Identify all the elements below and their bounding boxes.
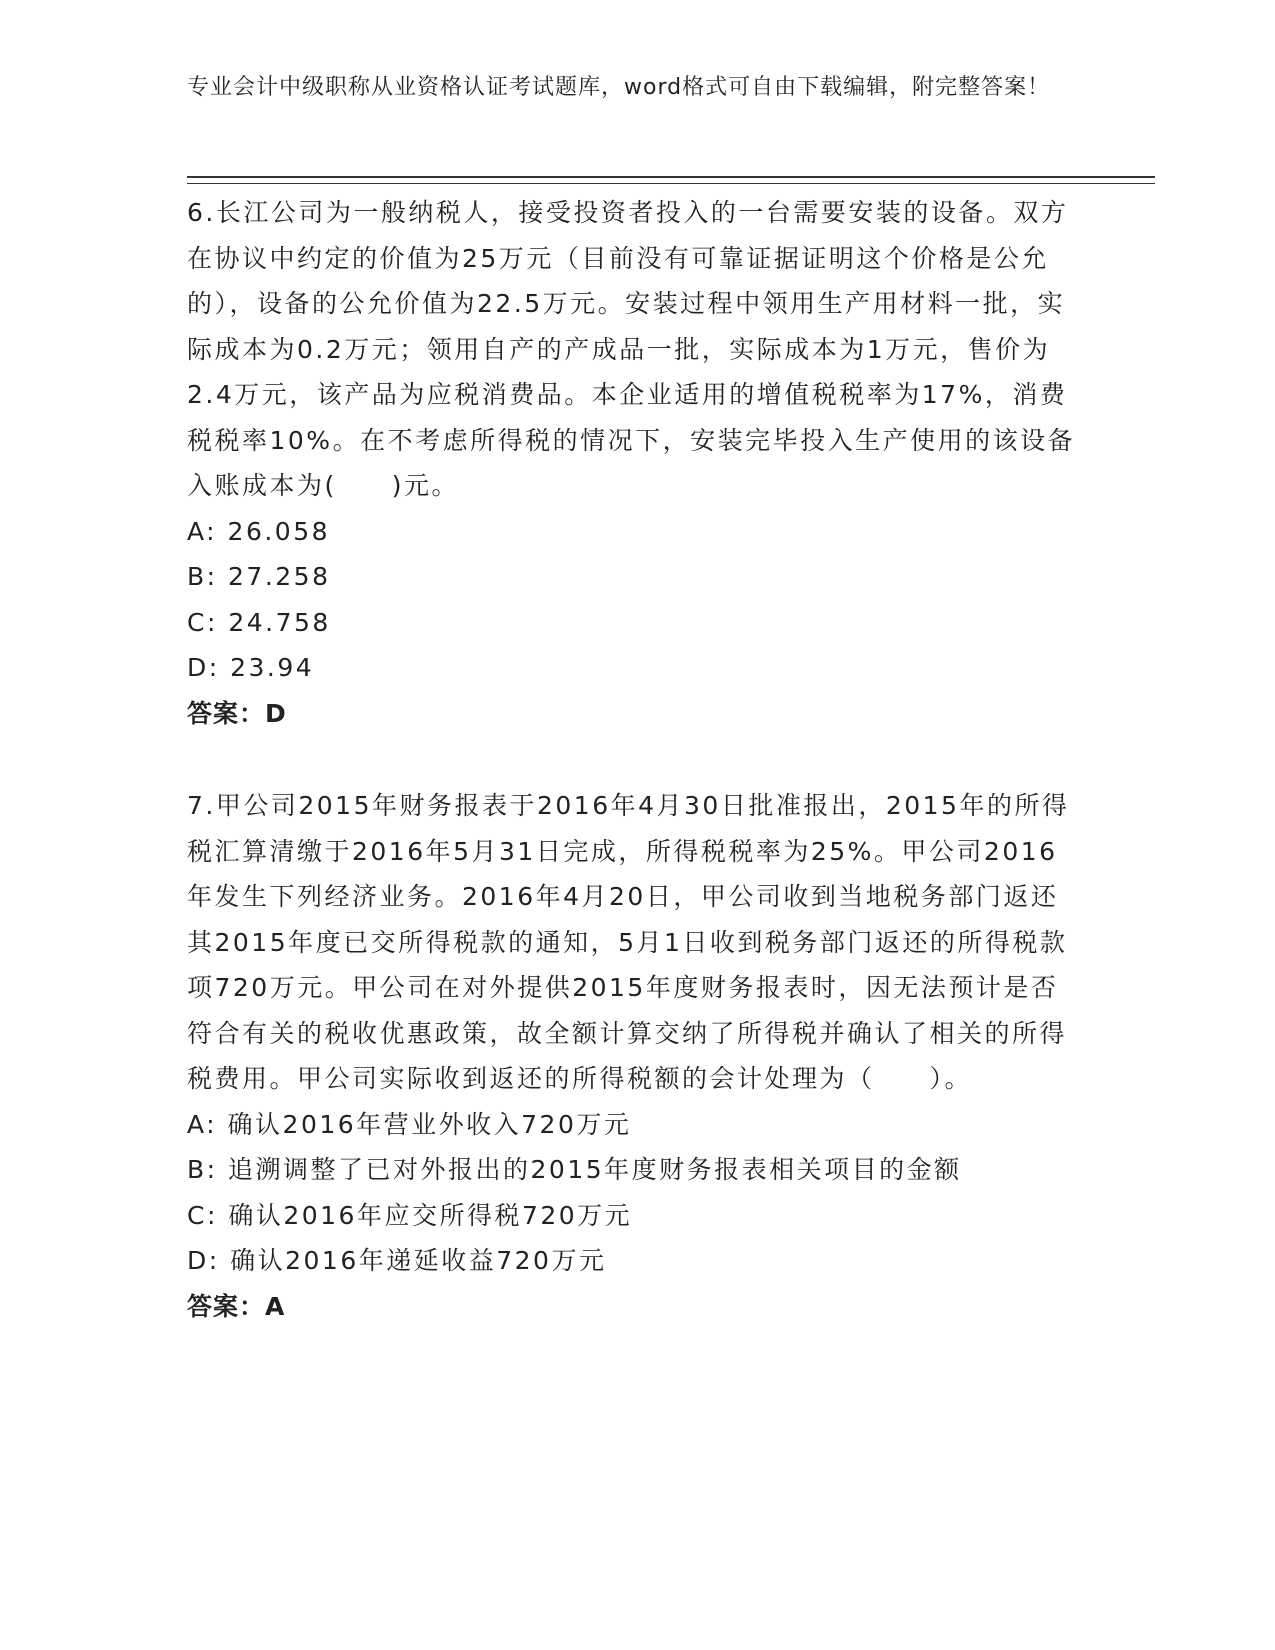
- option-a: A: 26.058: [187, 516, 331, 546]
- question-stem: 6.长江公司为一般纳税人，接受投资者投入的一台需要安装的设备。双方在协议中约定的价值为25万元（目前没有可靠证据证明这个价格是公允的），设备的公允价值为22.5万元。安装过程中领用生产用材料一批，实际成本为0.2万元；领用自产的产成品一批，实际成本为1万元，售价为2.4万元，该产品为应税消费品。本企业适用的增值税税率为17%，消费税税率10%。在不考虑所得税的情况下，安装完毕投入生产使用的该设备入账成本为( )元。: [187, 198, 1076, 500]
- question-6: [187, 190, 1087, 736]
- document-header: 专业会计中级职称从业资格认证考试题库，word格式可自由下载编辑，附完整答案！: [187, 75, 1051, 100]
- option-a: A: 确认2016年营业外收入720万元: [187, 1109, 632, 1139]
- answer: 答案：A: [187, 1291, 286, 1321]
- answer: 答案：D: [187, 698, 287, 728]
- option-d: D: 23.94: [187, 653, 315, 682]
- header-divider-thick: [187, 176, 1155, 178]
- question-list: [187, 190, 1087, 1329]
- option-c: C: 确认2016年应交所得税720万元: [187, 1200, 633, 1230]
- option-b: B: 27.258: [187, 562, 331, 591]
- option-b: B: 追溯调整了已对外报出的2015年度财务报表相关项目的金额: [187, 1155, 962, 1184]
- option-d: D: 确认2016年递延收益720万元: [187, 1246, 607, 1275]
- question-spacer: [187, 736, 1087, 783]
- question-stem: 7.甲公司2015年财务报表于2016年4月30日批准报出，2015年的所得税汇算清缴于2016年5月31日完成，所得税税率为25%。甲公司2016年发生下列经济业务。2016年4月20日，甲公司收到当地税务部门返还其2015年度已交所得税款的通知，5月1日收到税务部门返还的所得税款项720万元。甲公司在对外提供2015年度财务报表时，因无法预计是否符合有关的税收优惠政策，故全额计算交纳了所得税并确认了相关的所得税费用。甲公司实际收到返还的所得税额的会计处理为（ ）。: [187, 791, 1070, 1093]
- header-divider-thin: [187, 183, 1155, 184]
- question-7: [187, 783, 1087, 1329]
- option-c: C: 24.758: [187, 607, 331, 637]
